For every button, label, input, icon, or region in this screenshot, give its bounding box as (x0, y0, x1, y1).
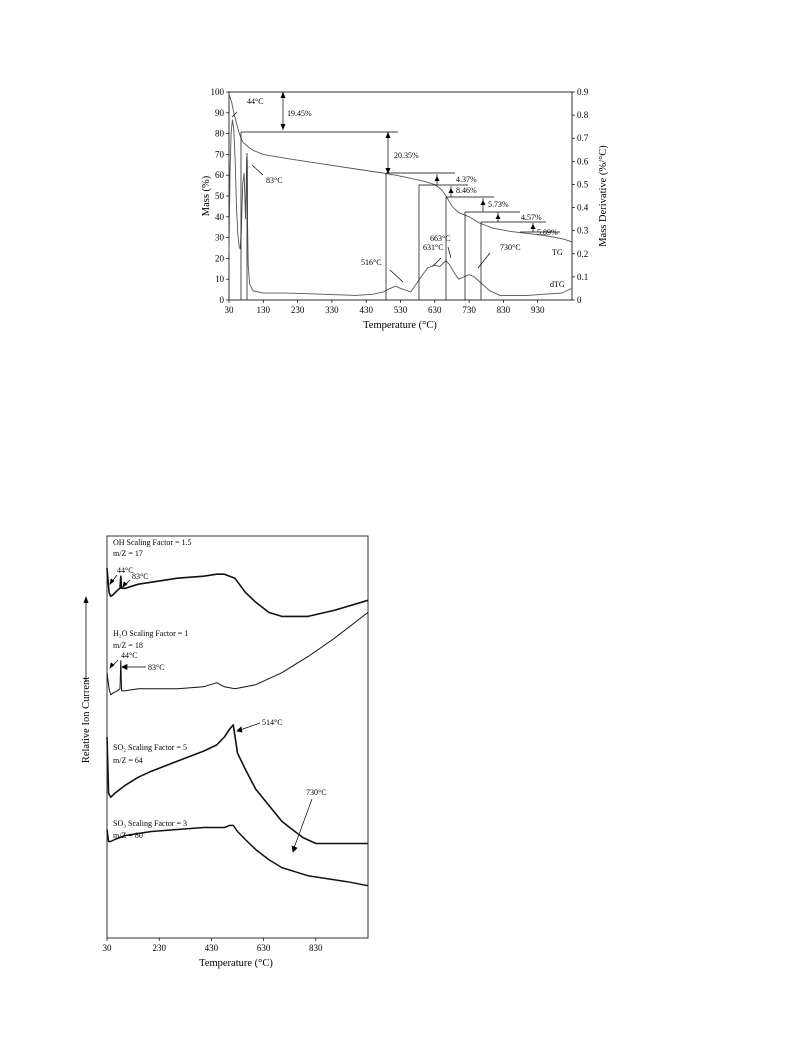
so2-series-mz: m/Z = 64 (113, 756, 143, 765)
annot-5-73: 5.73% (488, 200, 509, 209)
dtg-series-line (229, 120, 572, 296)
x-tick-label: 930 (530, 305, 545, 315)
y-axis-label: Relative Ion Current (81, 676, 92, 764)
y2-tick-label: 0.4 (577, 202, 589, 213)
annot-514c: 514°C (262, 718, 283, 727)
y-tick-label: 100 (210, 87, 224, 97)
so2-series-name: SO₂ Scaling Factor = 5 (113, 743, 187, 752)
annot-631c: 631°C (423, 243, 444, 252)
annot-516c: 516°C (361, 258, 382, 267)
x-tick-label: 830 (309, 943, 323, 953)
x-axis-label: Temperature (°C) (363, 320, 437, 331)
y-tick-label: 30 (215, 232, 224, 243)
x-tick-label: 530 (393, 305, 408, 315)
ion-current-chart (81, 536, 368, 969)
y-tick-label: 80 (215, 128, 224, 139)
y2-tick-label: 0.8 (577, 110, 589, 121)
tg-dtg-chart (201, 87, 609, 331)
y-axis-label: Mass (%) (201, 175, 212, 217)
mass-loss-markers (232, 92, 560, 300)
annot-44c: 44°C (247, 97, 264, 106)
y2-axis-ticks (572, 87, 589, 305)
x-tick-label: 630 (428, 305, 442, 315)
so3-series-mz: m/Z = 80 (113, 831, 143, 840)
so3-series-line (107, 825, 368, 885)
y-tick-label: 60 (215, 170, 224, 181)
y-tick-label: 90 (215, 107, 224, 118)
annot-19-45: 19.45% (287, 109, 312, 118)
oh-series-name: OH Scaling Factor = 1.5 (113, 538, 192, 547)
x-tick-label: 330 (325, 305, 339, 315)
so3-series-name: SO₃ Scaling Factor = 3 (113, 819, 187, 828)
dtg-curve-label: dTG (550, 280, 565, 289)
annot-h2o-44c: 44°C (121, 651, 138, 660)
y2-axis-label: Mass Derivative (%/°C) (598, 145, 609, 247)
y-tick-label: 50 (215, 191, 224, 201)
y2-tick-label: 0.2 (577, 248, 589, 259)
annot-h2o-83c: 83°C (148, 663, 165, 672)
annot-oh-44c: 44°C (117, 566, 134, 575)
y2-tick-label: 0.9 (577, 87, 589, 97)
h2o-series-name: H₂O Scaling Factor = 1 (113, 629, 189, 638)
h2o-series-line (107, 612, 368, 694)
annot-20-35: 20.35% (394, 151, 419, 160)
y-axis-arrow (84, 596, 89, 682)
x-tick-label: 230 (152, 943, 166, 953)
y-tick-label: 40 (215, 211, 224, 222)
annot-663c: 663°C (430, 234, 451, 243)
x-tick-label: 730 (462, 305, 476, 315)
y-tick-label: 20 (215, 253, 224, 264)
y-tick-label: 10 (215, 274, 224, 285)
y-axis-ticks (211, 87, 230, 305)
oh-series-mz: m/Z = 17 (113, 549, 143, 558)
annot-4-37: 4.37% (456, 175, 477, 184)
h2o-series-mz: m/Z = 18 (113, 641, 143, 650)
y2-tick-label: 0.7 (577, 133, 589, 144)
x-tick-label: 230 (290, 305, 305, 315)
x-tick-label: 30 (102, 943, 112, 953)
ion-series-lines (107, 568, 368, 886)
x-tick-label: 430 (204, 943, 219, 953)
x-axis-ticks (103, 938, 324, 953)
y-tick-label: 0 (219, 295, 224, 305)
annot-730c: 730°C (500, 243, 521, 252)
annot-5-89: 5.89% (537, 228, 558, 237)
x-tick-label: 30 (224, 305, 234, 315)
y2-tick-label: 0.6 (577, 156, 589, 167)
annot-8-46: 8.46% (456, 186, 477, 195)
plot-frame (229, 92, 572, 300)
y2-tick-label: 0.1 (577, 271, 589, 282)
tg-curve-label: TG (552, 248, 563, 257)
x-tick-label: 630 (256, 943, 271, 953)
y2-tick-label: 0.3 (577, 225, 589, 236)
annot-oh-83c: 83°C (132, 572, 149, 581)
x-tick-label: 830 (496, 305, 511, 315)
annot-4-57: 4.57% (521, 213, 542, 222)
annot-83c: 83°C (266, 176, 283, 185)
y2-tick-label: 0.5 (577, 179, 589, 190)
annot-730c: 730°C (306, 788, 327, 797)
y2-tick-label: 0 (577, 295, 582, 305)
y-tick-label: 70 (215, 149, 224, 160)
plot-frame (107, 536, 368, 938)
x-tick-label: 130 (256, 305, 271, 315)
x-axis-label: Temperature (°C) (199, 958, 273, 969)
x-tick-label: 430 (359, 305, 373, 315)
x-axis-ticks (225, 300, 545, 315)
